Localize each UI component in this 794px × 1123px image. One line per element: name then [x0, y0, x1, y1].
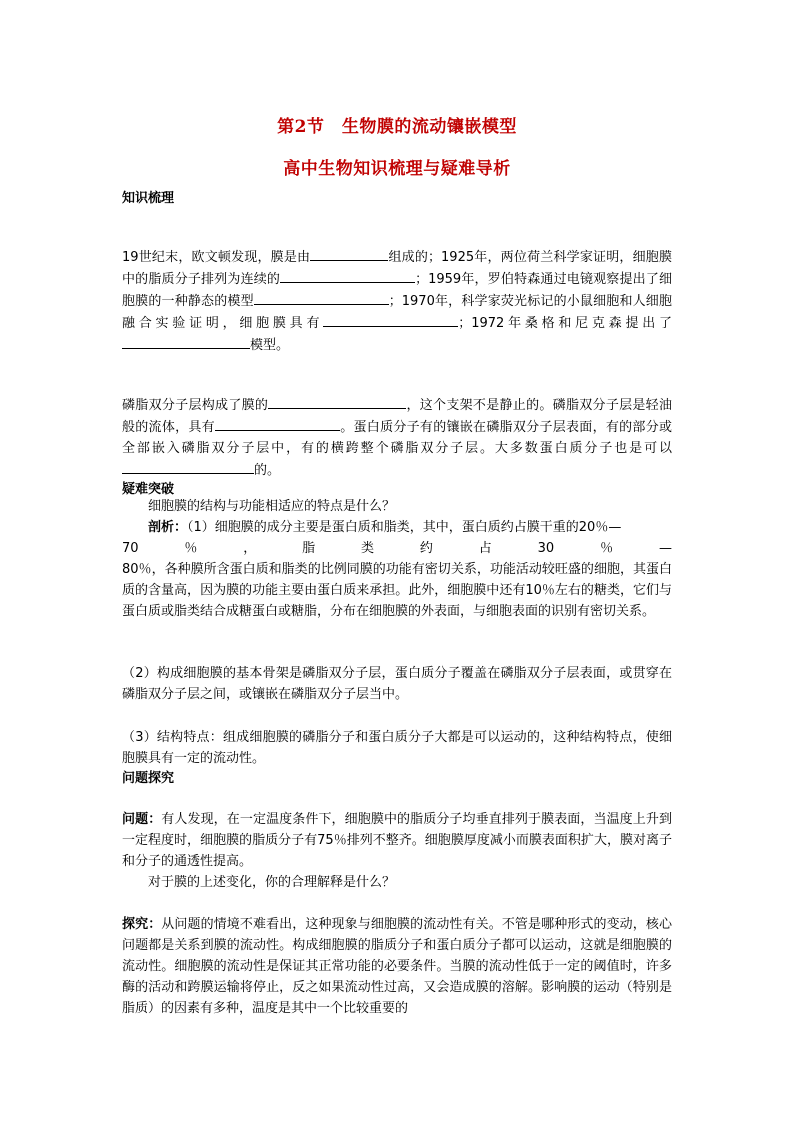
fill-blank[interactable]: [254, 290, 389, 305]
explore-question: [122, 809, 672, 872]
question-text: 有人发现，在一定温度条件下，细胞膜中的脂质分子均垂直排列于膜表面，当温度上升到一定程度时，细胞膜的脂质分子有75％排列不整齐。细胞膜厚度减小而膜表面积扩大，膜对离子和分子的通透性提高。: [122, 812, 672, 869]
text-segment: 模型。: [250, 338, 290, 353]
question-label: 问题：: [122, 812, 162, 827]
text-segment: ，这个支架不是静止的。磷脂双分子层是轻油般的流体，具有: [122, 398, 672, 435]
fill-blank[interactable]: [310, 246, 388, 261]
fill-blank[interactable]: [323, 312, 458, 327]
analysis-label: 剖析：: [148, 520, 188, 535]
text-segment: ％: [600, 541, 614, 556]
text-segment: —: [658, 541, 672, 556]
answer-text: 从问题的情境不难看出，这种现象与细胞膜的流动性有关。不管是哪种形式的变动，核心问题都是关系到膜的流动性。构成细胞膜的脂质分子和蛋白质分子都可以运动，这就是细胞膜的流动性。细胞膜的流动性是保证其正常功能的必要条件。当膜的流动性低于一定的阈值时，许多酶的活动和跨膜运输将停止，反之如果流动性过高，又会造成膜的溶解。影响膜的运动（特别是脂质）的因素有多种，温度是其中一个比较重要的: [122, 917, 672, 1016]
analysis-text: （1）细胞膜的成分主要是蛋白质和脂类，其中，蛋白质约占膜干重的20％—: [187, 520, 622, 535]
question-text: 细胞膜的结构与功能相适应的特点是什么？: [148, 499, 396, 514]
text-segment: 脂: [302, 541, 316, 556]
explore-question-ask: [122, 872, 672, 893]
knowledge-paragraph-2: [122, 394, 672, 481]
text-segment: 70: [122, 541, 139, 556]
text-segment: 磷脂双分子层构成了膜的: [122, 398, 269, 413]
text-segment: ；1970年，科学家荧光标记的小鼠细胞和人细胞融合实验证明，细胞膜具有: [122, 294, 672, 331]
analysis-paragraph: [122, 517, 672, 622]
difficulty-heading: 疑难突破: [122, 482, 175, 497]
text-segment: 约: [419, 541, 433, 556]
difficulty-question: [122, 496, 672, 517]
answer-label: 探究：: [122, 917, 162, 932]
fill-blank[interactable]: [280, 268, 415, 283]
fill-blank[interactable]: [268, 394, 406, 409]
analysis-text: 80％，各种膜所含蛋白质和脂类的比例同膜的功能有密切关系，功能活动较旺盛的细胞，其蛋白质的含量高，因为膜的功能主要由蛋白质来承担。此外，细胞膜中还有10％左右的糖类，它们与蛋白质或脂类结合成糖蛋白或糖脂，分布在细胞膜的外表面，与细胞表面的识别有密切关系。: [122, 562, 672, 619]
text-segment: 30: [537, 541, 555, 556]
knowledge-paragraph-1: [122, 246, 672, 356]
text-segment: 。蛋白质分子有的镶嵌在磷脂双分子层表面，有的部分或全部嵌入磷脂双分子层中，有的横跨整个磷脂双分子层。大多数蛋白质分子也是可以: [122, 420, 672, 456]
knowledge-heading: 知识梳理: [122, 191, 175, 206]
fill-blank[interactable]: [122, 334, 250, 349]
document-subtitle: 高中生物知识梳理与疑难导析: [283, 159, 511, 179]
explore-answer: [122, 914, 672, 1019]
text-segment: ，: [243, 541, 257, 556]
fill-blank[interactable]: [215, 416, 340, 431]
text-segment: ％: [184, 541, 198, 556]
text-segment: 组成的；1925年，两位荷兰科学家证明，细胞膜中的脂质分子排列为连续的: [122, 250, 672, 287]
explore-heading: 问题探究: [122, 771, 175, 786]
text-segment: ；1972年桑格和尼克森提出了: [458, 316, 672, 331]
text-segment: 19世纪末，欧文顿发现，膜是由: [122, 250, 311, 265]
text-segment: 的。: [254, 463, 281, 478]
question-ask-text: 对于膜的上述变化，你的合理解释是什么？: [148, 875, 396, 890]
analysis-point-2: （2）构成细胞膜的基本骨架是磷脂双分子层，蛋白质分子覆盖在磷脂双分子层表面，或贯穿在磷脂双分子层之间，或镶嵌在磷脂双分子层当中。: [122, 666, 672, 702]
analysis-point-3: （3）结构特点：组成细胞膜的磷脂分子和蛋白质分子大都是可以运动的，这种结构特点，使细胞膜具有一定的流动性。: [122, 730, 672, 766]
text-segment: 类: [361, 541, 375, 556]
justified-line: [122, 538, 672, 559]
text-segment: ；1959年，罗伯特森通过电镜观察提出了细胞膜的一种静态的模型: [122, 272, 672, 309]
text-segment: 占: [478, 541, 492, 556]
fill-blank[interactable]: [122, 459, 254, 474]
lesson-title: 第2节 生物膜的流动镶嵌模型: [277, 117, 517, 137]
